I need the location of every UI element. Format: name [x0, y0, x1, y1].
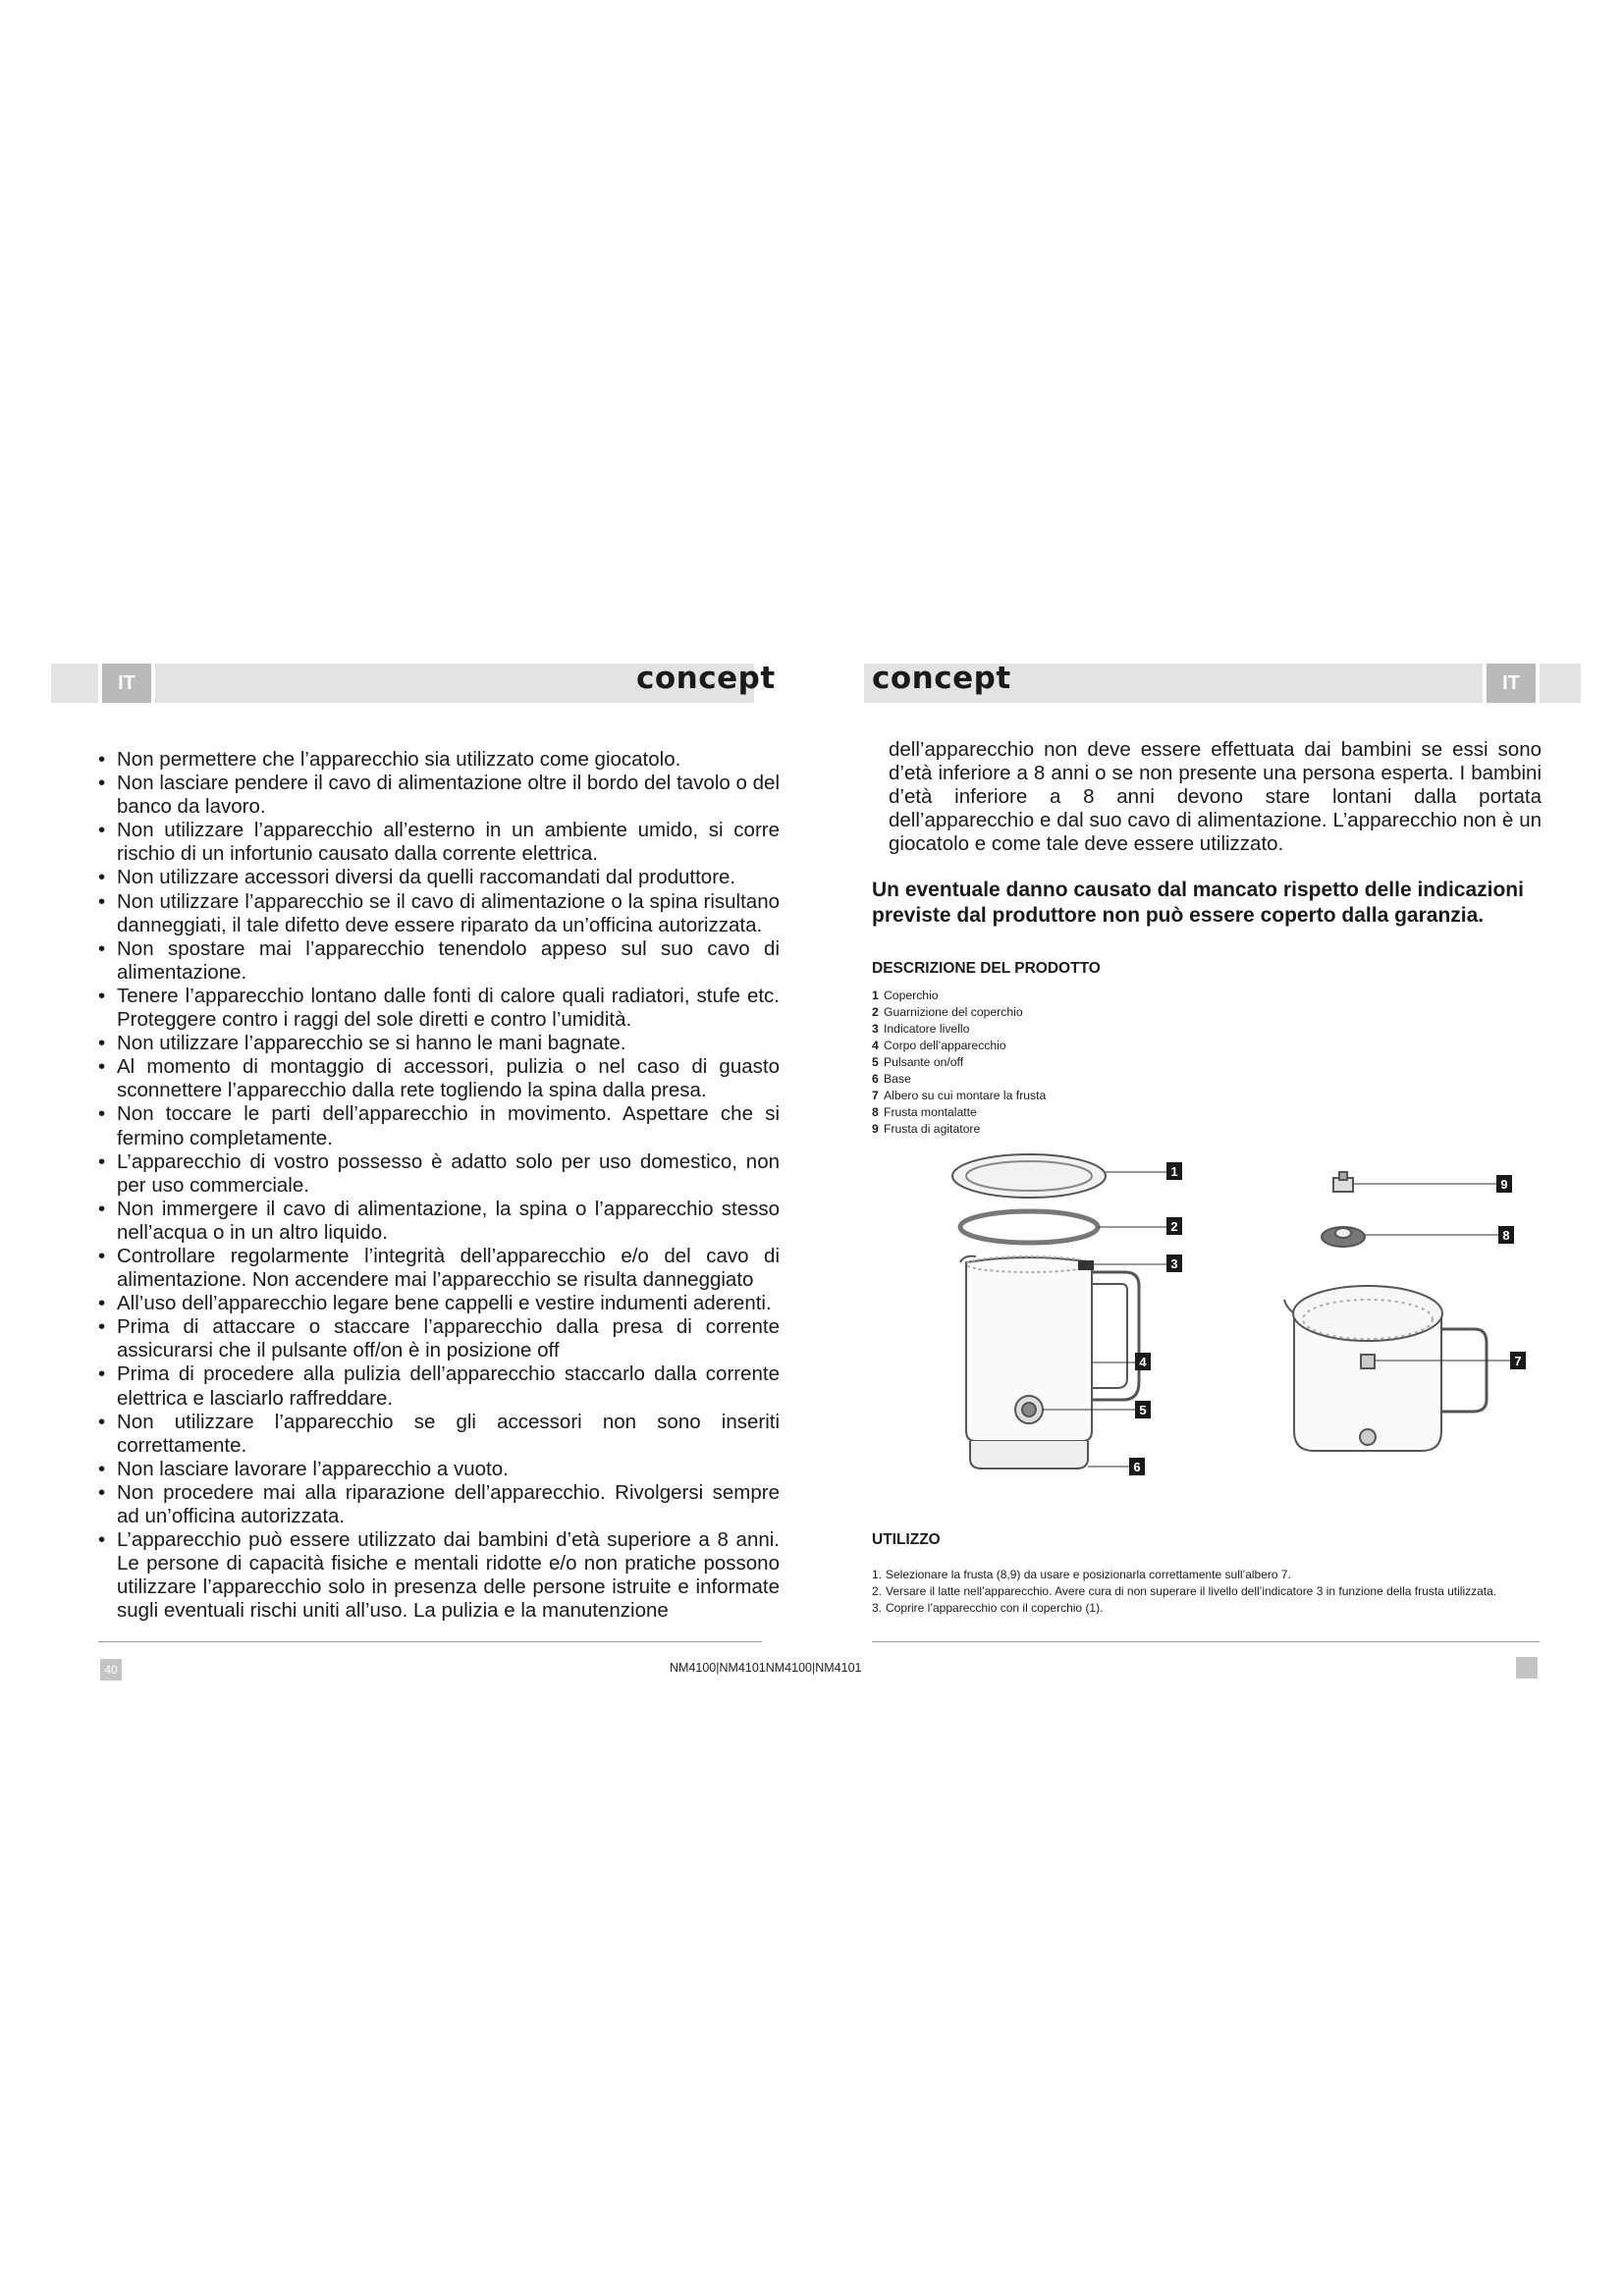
- part-item: [872, 1121, 1542, 1138]
- continuation-paragraph: dell’apparecchio non deve essere effettuata dai bambini se essi sono d’età inferiore a 8 anni o se non presente una persona esperta. I bambini d’età inferiore a 8 anni devono stare lontani dalla portata dell’apparecchio e dal suo cavo di alimentazione. L’apparecchio non è un giocatolo e come tale deve essere utilizzato.: [889, 738, 1542, 856]
- usage-step: [872, 1567, 1542, 1583]
- product-diagram: [872, 1147, 1559, 1510]
- safety-bullet-item: • All’uso dell’apparecchio legare bene cappelli e vestire indumenti aderenti.: [98, 1292, 780, 1315]
- diagram-label-3: 3: [1170, 1256, 1178, 1271]
- safety-bullet-item: • Non permettere che l’apparecchio sia utilizzato come giocatolo.: [98, 748, 780, 772]
- safety-bullet-item: • Non utilizzare l’apparecchio se si hanno le mani bagnate.: [98, 1032, 780, 1055]
- safety-bullet-item: • Non utilizzare l’apparecchio all’esterno in un ambiente umido, si corre rischio di un infortunio causato dalla corrente elettrica.: [98, 819, 780, 866]
- part-label: Coperchio: [884, 988, 939, 1003]
- part-item: [872, 1004, 1542, 1021]
- safety-bullet-item: • Tenere l’apparecchio lontano dalle fonti di calore quali radiatori, stufe etc. Proteggere contro i raggi del sole diretti e contro l’umidità.: [98, 985, 780, 1032]
- part-number: 3: [872, 1022, 879, 1037]
- diagram-label-7: 7: [1514, 1354, 1522, 1368]
- diagram-label-5: 5: [1139, 1403, 1147, 1417]
- usage-title: UTILIZZO: [872, 1531, 941, 1548]
- part-number: 6: [872, 1072, 879, 1087]
- part-number: 7: [872, 1089, 879, 1103]
- usage-step-number: 1.: [872, 1568, 883, 1581]
- part-item: [872, 1071, 1542, 1088]
- usage-step: [872, 1583, 1542, 1600]
- safety-bullet-item: • Controllare regolarmente l’integrità dell’apparecchio e/o del cavo di alimentazione. Non accendere mai l’apparecchio se risulta danneggiato: [98, 1245, 780, 1292]
- usage-step-number: 3.: [872, 1601, 883, 1615]
- warranty-warning: Un eventuale danno causato dal mancato rispetto delle indicazioni previste dal produttore non può essere coperto dalla garanzia.: [872, 879, 1524, 928]
- safety-bullet-item: • Non immergere il cavo di alimentazione, la spina o l’apparecchio stesso nell’acqua o in un altro liquido.: [98, 1198, 780, 1245]
- usage-step-text: Selezionare la frusta (8,9) da usare e posizionarla correttamente sull’albero 7.: [886, 1568, 1291, 1581]
- part-number: 9: [872, 1122, 879, 1137]
- part-label: Indicatore livello: [884, 1022, 970, 1037]
- safety-bullet-item: • Non utilizzare accessori diversi da quelli raccomandati dal produttore.: [98, 866, 780, 889]
- diagram-label-1: 1: [1170, 1164, 1178, 1179]
- model-code: NM4100|NM4101NM4100|NM4101: [670, 1661, 862, 1675]
- part-label: Albero su cui montare la frusta: [884, 1089, 1047, 1103]
- brand-logo-left: concept: [636, 661, 776, 696]
- safety-bullet-item: • L’apparecchio di vostro possesso è adatto solo per uso domestico, non per uso commerciale.: [98, 1150, 780, 1198]
- diagram-label-4: 4: [1139, 1355, 1147, 1369]
- safety-bullet-item: • Non procedere mai alla riparazione dell’apparecchio. Rivolgersi sempre ad un’officina autorizzata.: [98, 1481, 780, 1528]
- language-badge-left: IT: [98, 664, 155, 703]
- diagram-label-2: 2: [1170, 1219, 1178, 1234]
- part-number: 1: [872, 988, 879, 1003]
- part-label: Corpo dell’apparecchio: [884, 1039, 1006, 1053]
- safety-bullet-item: • Non lasciare pendere il cavo di alimentazione oltre il bordo del tavolo o del banco da lavoro.: [98, 772, 780, 819]
- safety-bullet-item: • Prima di procedere alla pulizia dell’apparecchio staccarlo dalla corrente elettrica e lasciarlo raffreddare.: [98, 1362, 780, 1410]
- brand-logo-right: concept: [872, 661, 1011, 696]
- part-item: [872, 1088, 1542, 1104]
- safety-bullet-item: • L’apparecchio può essere utilizzato dai bambini d’età superiore a 8 anni. Le persone di capacità fisiche e mentali ridotte e/o non pratiche possono utilizzare l’apparecchio solo in presenza delle persone istruite e informate sugli eventuali rischi uniti all’uso. La pulizia e la manutenzione: [98, 1528, 780, 1623]
- diagram-label-9: 9: [1500, 1177, 1508, 1192]
- part-item: [872, 1054, 1542, 1071]
- description-title: DESCRIZIONE DEL PRODOTTO: [872, 960, 1101, 978]
- usage-steps-list: [872, 1567, 1542, 1617]
- safety-bullet-item: • Al momento di montaggio di accessori, pulizia o nel caso di guasto sconnettere l’apparecchio dalla rete togliendo la spina dalla presa.: [98, 1055, 780, 1102]
- usage-step-number: 2.: [872, 1584, 883, 1598]
- part-number: 2: [872, 1005, 879, 1020]
- part-label: Frusta di agitatore: [884, 1122, 981, 1137]
- footer-rule-right: [872, 1641, 1540, 1642]
- part-item: [872, 1104, 1542, 1121]
- part-item: [872, 1038, 1542, 1054]
- part-label: Frusta montalatte: [884, 1105, 977, 1120]
- safety-bullet-item: • Prima di attaccare o staccare l’apparecchio dalla presa di corrente assicurarsi che il pulsante off/on è in posizione off: [98, 1315, 780, 1362]
- footer-rule-left: [98, 1641, 762, 1642]
- usage-step-text: Coprire l’apparecchio con il coperchio (1).: [886, 1601, 1104, 1615]
- usage-step: [872, 1600, 1542, 1617]
- safety-bullet-item: • Non utilizzare l’apparecchio se gli accessori non sono inseriti correttamente.: [98, 1411, 780, 1458]
- diagram-label-8: 8: [1502, 1228, 1510, 1243]
- safety-bullet-list: [98, 748, 780, 1623]
- part-label: Base: [884, 1072, 911, 1087]
- usage-step-text: Versare il latte nell’apparecchio. Avere cura di non superare il livello dell’indicatore 3 in funzione della frusta utilizzata.: [886, 1584, 1497, 1598]
- part-item: [872, 1021, 1542, 1038]
- safety-bullet-item: • Non spostare mai l’apparecchio tenendolo appeso sul suo cavo di alimentazione.: [98, 937, 780, 985]
- right-column: [872, 738, 1542, 1138]
- safety-bullet-item: • Non toccare le parti dell’apparecchio in movimento. Aspettare che si fermino completamente.: [98, 1102, 780, 1149]
- part-label: Pulsante on/off: [884, 1055, 964, 1070]
- safety-bullet-item: • Non utilizzare l’apparecchio se il cavo di alimentazione o la spina risultano danneggiati, il tale difetto deve essere riparato da un’officina autorizzata.: [98, 890, 780, 937]
- part-number: 5: [872, 1055, 879, 1070]
- safety-bullet-item: • Non lasciare lavorare l’apparecchio a vuoto.: [98, 1458, 780, 1481]
- base-shape: [970, 1441, 1088, 1468]
- parts-list: [872, 988, 1542, 1138]
- left-column: [98, 748, 780, 1623]
- diagram-label-6: 6: [1133, 1460, 1141, 1474]
- language-badge-right: IT: [1483, 664, 1540, 703]
- part-number: 8: [872, 1105, 879, 1120]
- part-item: [872, 988, 1542, 1004]
- page-number: 40: [100, 1659, 122, 1681]
- part-label: Guarnizione del coperchio: [884, 1005, 1023, 1020]
- gasket-shape: [960, 1211, 1098, 1243]
- part-number: 4: [872, 1039, 879, 1053]
- page-number-box-right: [1516, 1657, 1538, 1679]
